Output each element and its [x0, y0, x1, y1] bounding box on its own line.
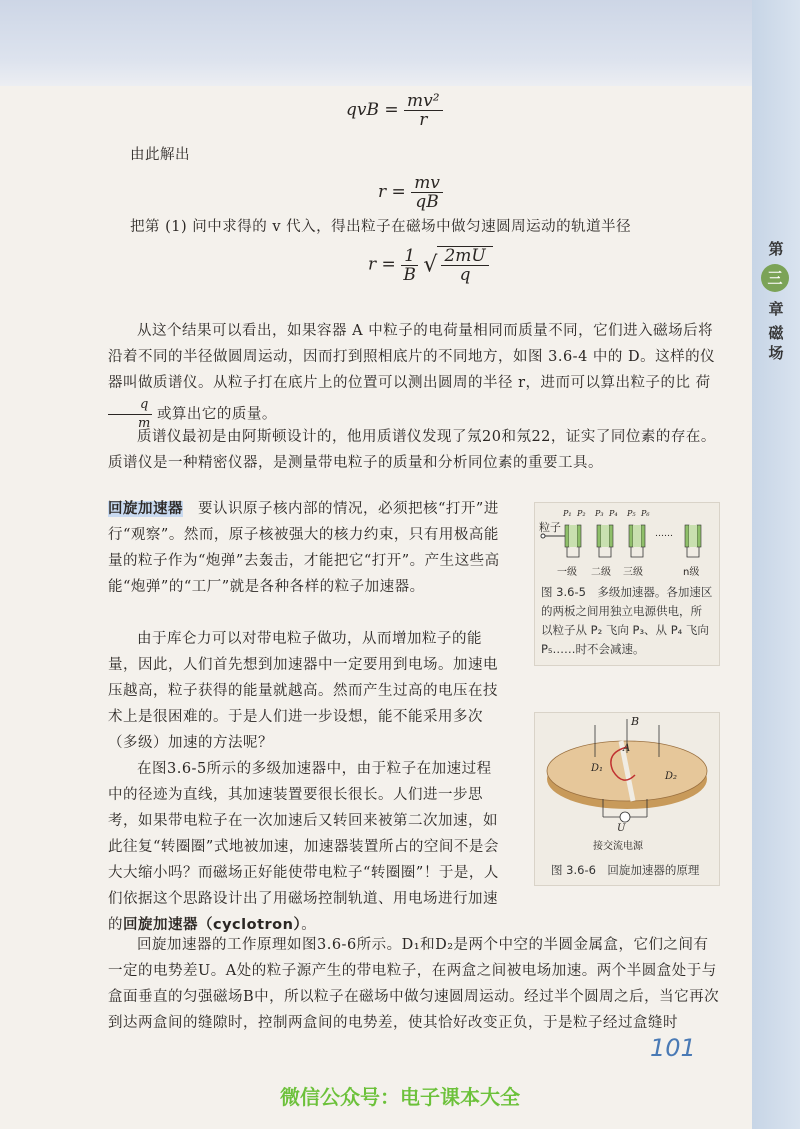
figure-multistage-accelerator	[534, 502, 720, 666]
paragraph-5-text: 在图3.6-5所示的多级加速器中，由于粒子在加速过程中的径迹为直线，其加速装置要很长很长。人们进一步思考，如果带电粒子在一次加速后又转回来被第二次加速，如此往复“转圈圈”式地被加速，加速器装置所占的空间不是会大大缩小吗？而磁场正好能使带电粒子“转圈圈”！于是，人们依据这个思路设计出了用磁场控制轨道、用电场进行加速的	[108, 761, 499, 933]
chapter-suffix: 章	[768, 300, 784, 318]
label-u: U	[617, 823, 626, 834]
label-d2: D₂	[665, 771, 678, 782]
paragraph-electric-field: 由于库仑力可以对带电粒子做功，从而增加粒子的能量，因此，人们首先想到加速器中一定要用到电场。加速电压越高，粒子获得的能量就越高。然而产生过高的电压在技术上是很困难的。于是人们进一步设想，能不能采用多次（多级）加速的方法呢？	[108, 631, 498, 751]
paragraph-cyclotron-intro	[108, 496, 504, 600]
text-solve: 由此解出	[130, 147, 190, 163]
eq1-numerator: mv²	[404, 92, 443, 111]
charge-mass-numerator: q	[108, 396, 152, 415]
eq2-left: r =	[378, 182, 406, 202]
eq3-denominator: B	[403, 264, 416, 285]
term-cyclotron: 回旋加速器（cyclotron）	[123, 917, 302, 933]
eq2-denominator: qB	[415, 192, 439, 212]
equation-lorentz-centripetal	[346, 92, 443, 129]
particle-label: 粒子	[539, 521, 561, 534]
chapter-tab	[752, 0, 800, 1129]
label-b: B	[631, 715, 640, 728]
chapter-title-1: 磁	[768, 324, 784, 342]
equation-radius-voltage: r = $\frac{1}{B}$ √ $\frac{2mU}{q}$	[368, 246, 493, 284]
page-number: 101	[650, 1034, 696, 1062]
paragraph-1-end-b: 或算出它的质量。	[156, 406, 277, 423]
chapter-prefix: 第	[768, 240, 784, 258]
label-a: A	[623, 743, 631, 754]
eq3-radical-denominator: q	[459, 265, 471, 285]
plate-label-p6: P₆	[641, 509, 650, 518]
paragraph-3-text: 要认识原子核内部的情况，必须把核“打开”进行“观察”。然而，原子核被强大的核力约束，只有用极高能量的粒子作为“炮弹”去轰击，才能把它“打开”。产生这些高能“炮弹”的“工厂”就是各种各样的粒子加速器。	[108, 501, 500, 595]
chapter-number-badge: 三	[761, 264, 789, 292]
figure-3-6-6-caption: 图 3.6-6 回旋加速器的原理	[551, 863, 700, 877]
equation-radius	[378, 174, 443, 211]
eq2-numerator: mv	[411, 174, 443, 193]
charge-mass-denominator: m	[138, 416, 151, 431]
plate-label-p4: P₄	[609, 509, 618, 518]
header-band	[0, 0, 800, 86]
paragraph-5-end: 。	[301, 917, 317, 933]
paragraph-multistage	[108, 756, 504, 938]
eq1-denominator: r	[419, 110, 428, 130]
eq3-left: r =	[368, 254, 396, 275]
eq3-radical-numerator: 2mU	[441, 247, 488, 266]
plate-label-p2: P₂	[577, 509, 586, 518]
figure-cyclotron	[534, 712, 720, 886]
power-supply-label: 接交流电源	[593, 841, 643, 852]
plate-label-p5: P₅	[627, 509, 636, 518]
label-d1: D₁	[591, 763, 604, 774]
text-substitute: 把第 (1) 问中求得的 v 代入，得出粒子在磁场中做匀速圆周运动的轨道半径	[130, 219, 632, 235]
stage-label-2: 二级	[591, 567, 611, 578]
paragraph-mass-spectrometer	[108, 318, 720, 433]
stage-label-3: 三级	[623, 567, 643, 578]
section-heading-cyclotron: 回旋加速器	[108, 501, 183, 517]
eq3-numerator: 1	[401, 247, 418, 266]
plate-label-p3: P₃	[595, 509, 604, 518]
stage-ellipsis: ……	[655, 529, 673, 539]
footer-watermark: 微信公众号：电子课本大全	[280, 1085, 520, 1109]
figure-3-6-5-caption: 图 3.6-5 多级加速器。各加速区的两板之间用独立电源供电，所以粒子从 P₂ 飞向 P₃、从 P₄ 飞向 P₅……时不会减速。	[541, 585, 713, 656]
paragraph-aston: 质谱仪最初是由阿斯顿设计的，他用质谱仪发现了氖20和氖22，证实了同位素的存在。质谱仪是一种精密仪器，是测量带电粒子的质量和分析同位素的重要工具。	[108, 429, 716, 471]
eq1-left: qvB =	[346, 100, 399, 120]
chapter-title-2: 场	[768, 344, 784, 362]
stage-label-1: 一级	[557, 567, 577, 578]
paragraph-1-end-a: 荷	[695, 375, 711, 391]
plate-label-p1: P₁	[563, 509, 572, 518]
cyclotron-diagram	[535, 713, 719, 833]
stage-label-n: n级	[683, 567, 700, 578]
paragraph-1-text: 从这个结果可以看出，如果容器 A 中粒子的电荷量相同而质量不同，它们进入磁场后将沿着不同的半径做圆周运动，因而打到照相底片的不同地方，如图 3.6-4 中的 D。这样的仪器叫做质谱仪。从粒子打在底片上的位置可以测出圆周的半径 r，进而可以算出粒子的比	[108, 323, 716, 391]
paragraph-cyclotron-principle: 回旋加速器的工作原理如图3.6-6所示。D₁和D₂是两个中空的半圆金属盒，它们之间有一定的电势差U。A处的粒子源产生的带电粒子，在两盒之间被电场加速。两个半圆盒处于与盒面垂直的匀强磁场B中，所以粒子在磁场中做匀速圆周运动。经过半个圆周之后，当它再次到达两盒间的缝隙时，控制两盒间的电势差，使其恰好改变正负，于是粒子经过盒缝时	[108, 937, 720, 1031]
